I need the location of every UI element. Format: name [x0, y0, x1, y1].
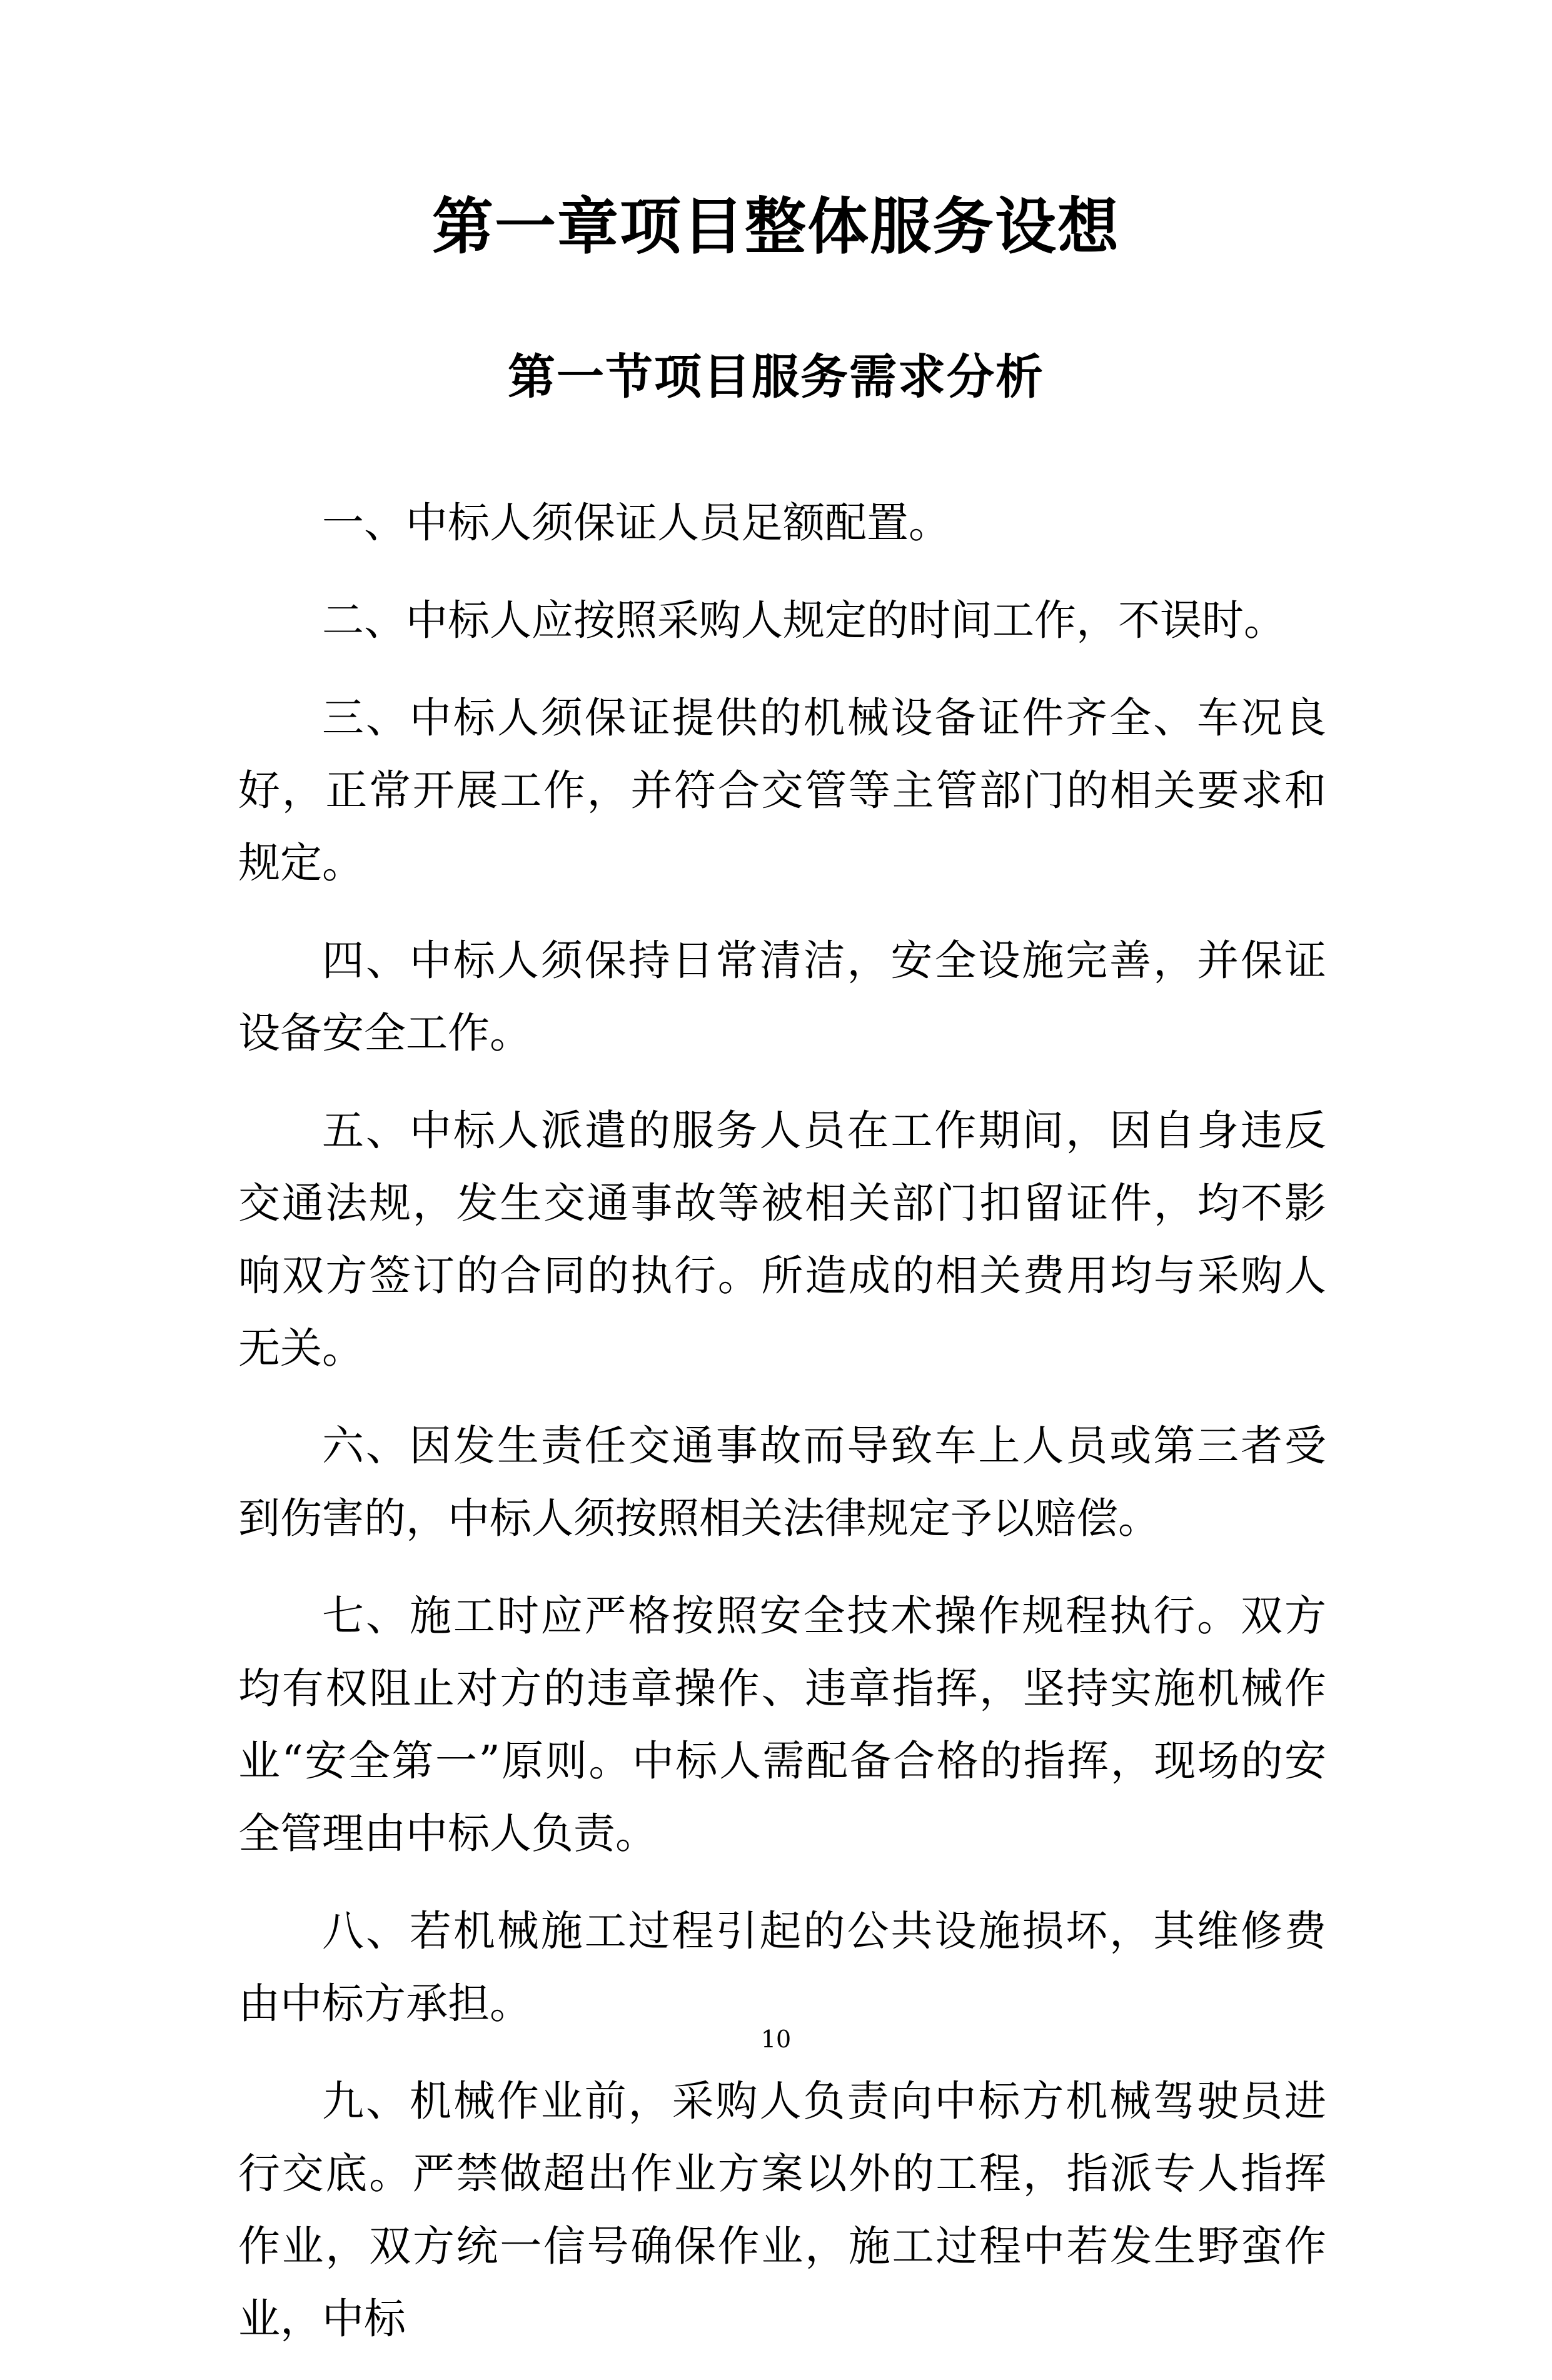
paragraph-1: 一、中标人须保证人员足额配置。 — [322, 498, 950, 547]
section-title: 第一节项目服务需求分析 — [508, 349, 1044, 405]
paragraph-5: 五、中标人派遣的服务人员在工作期间，因自身违反交通法规，发生交通事故等被相关部门扣留证件，均不影响双方签订的合同的执行。所造成的相关费用均与采购人无关。 — [238, 1106, 1326, 1373]
body-text — [238, 487, 1326, 2380]
paragraph-9: 九、机械作业前，采购人负责向中标方机械驾驶员进行交底。严禁做超出作业方案以外的工程，指派专人指挥作业，双方统一信号确保作业，施工过程中若发生野蛮作业，中标 — [238, 2077, 1326, 2343]
paragraph-7: 七、施工时应严格按照安全技术操作规程执行。双方均有权阻止对方的违章操作、违章指挥，坚持实施机械作业“安全第一”原则。中标人需配备合格的指挥，现场的安全管理由中标人负责。 — [238, 1591, 1326, 1858]
paragraph-8: 八、若机械施工过程引起的公共设施损坏，其维修费由中标方承担。 — [238, 1907, 1326, 2028]
page-number: 10 — [760, 2025, 792, 2053]
paragraph-4: 四、中标人须保持日常清洁，安全设施完善，并保证设备安全工作。 — [238, 936, 1326, 1057]
paragraph-2: 二、中标人应按照采购人规定的时间工作，不误时。 — [322, 596, 1286, 645]
chapter-title: 第一章项目整体服务设想 — [431, 191, 1120, 263]
paragraph-3: 三、中标人须保证提供的机械设备证件齐全、车况良好，正常开展工作，并符合交管等主管部门的相关要求和规定。 — [238, 693, 1326, 887]
paragraph-6: 六、因发生责任交通事故而导致车上人员或第三者受到伤害的，中标人须按照相关法律规定予以赔偿。 — [238, 1421, 1326, 1543]
